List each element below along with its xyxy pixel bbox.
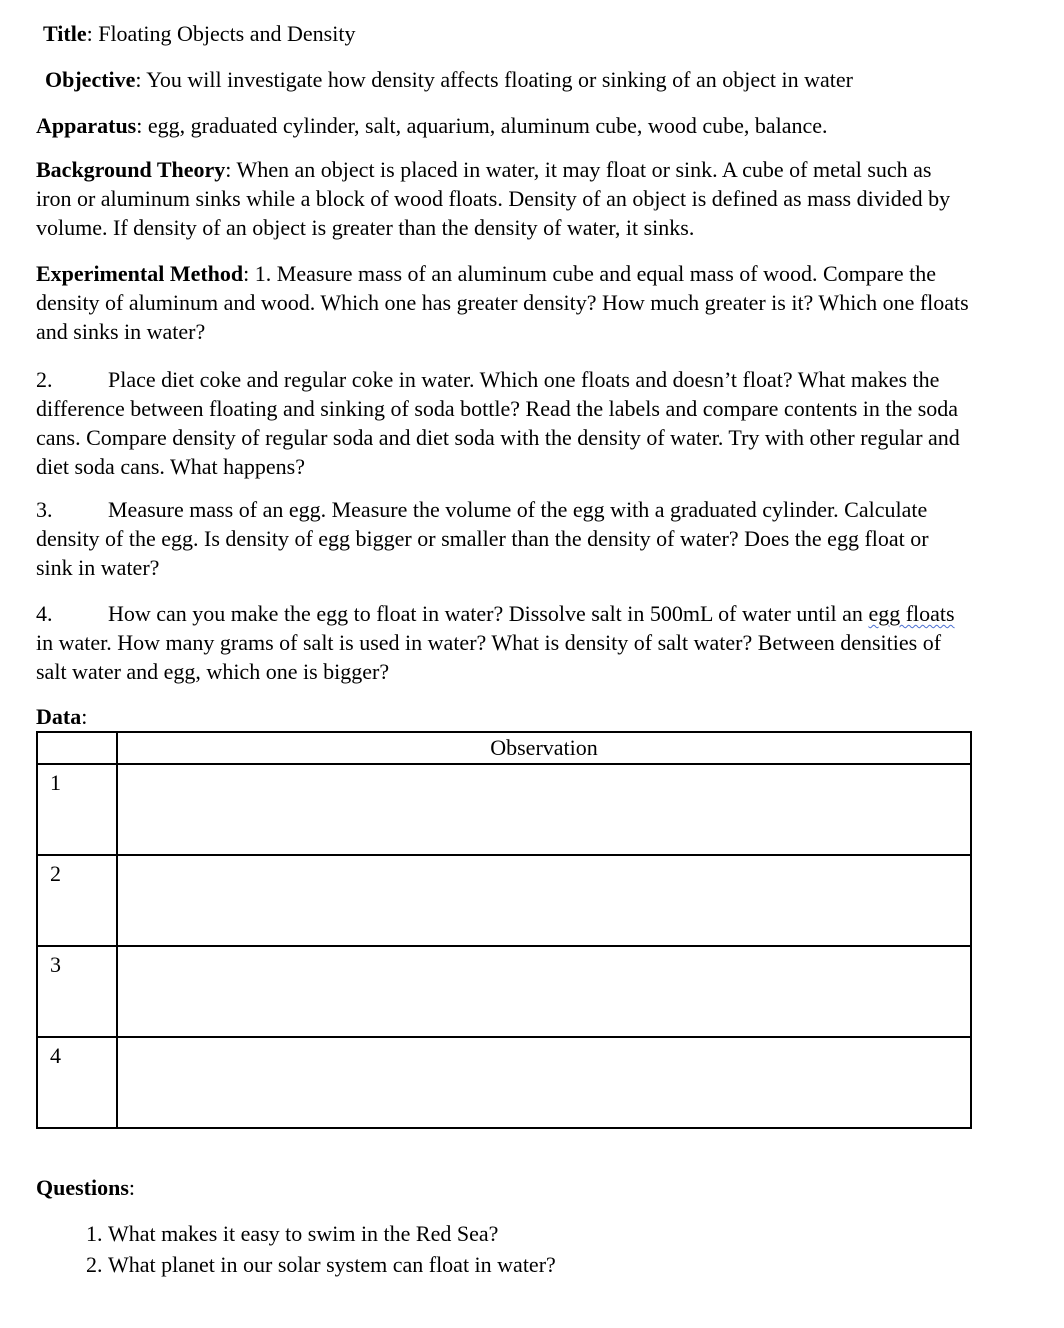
header-empty-cell [37,732,117,764]
data-label: Data [36,704,82,729]
table-row [37,764,971,855]
apparatus-label: Apparatus [36,113,137,138]
objective-label: Objective [45,67,136,92]
method-label: Experimental Method [36,261,244,286]
data-heading [36,702,976,731]
row-number: 3 [37,946,117,1037]
step-number: 2. [36,367,53,392]
row-number: 1 [37,764,117,855]
method-step-3 [36,495,966,582]
table-row [37,946,971,1037]
objective-line [45,65,985,94]
apparatus-line [36,111,976,140]
background-paragraph [36,155,961,242]
table-row [37,855,971,946]
method-step-2 [36,365,961,481]
questions-list [36,1218,556,1280]
step-number: 3. [36,497,53,522]
observation-header: Observation [117,732,971,764]
observation-cell[interactable] [117,855,971,946]
question-item: 1. What makes it easy to swim in the Red Sea? [108,1218,556,1249]
step-text: Measure mass of an egg. Measure the volume of the egg with a graduated cylinder. Calculate density of the egg. Is density of egg bigger or smaller than the density of water? Does the egg float or sink in water? [36,497,929,580]
step-text: Place diet coke and regular coke in water. Which one floats and doesn’t float? What makes the difference between floating and sinking of soda bottle? Read the labels and compare contents in the soda cans. Compare density of regular soda and diet soda with the density of water. Try with other regular and diet soda cans. What happens? [36,367,960,479]
step-text-a: How can you make the egg to float in water? Dissolve salt in 500mL of water until an [108,601,869,626]
row-number: 4 [37,1037,117,1128]
observation-cell[interactable] [117,764,971,855]
table-header-row [37,732,971,764]
observation-cell[interactable] [117,946,971,1037]
background-label: Background Theory [36,157,226,182]
questions-heading [36,1173,976,1202]
step-text-c: in water. How many grams of salt is used in water? What is density of salt water? Between densities of salt water and egg, which one is bigger? [36,630,942,684]
title-label: Title [43,21,87,46]
method-text: : 1. Measure mass of an aluminum cube and equal mass of wood. Compare the density of aluminum and wood. Which one has greater density? How much greater is it? Which one floats and sinks in water? [36,261,969,344]
question-item: 2. What planet in our solar system can float in water? [108,1249,556,1280]
objective-text: : You will investigate how density affects floating or sinking of an object in water [135,67,853,92]
apparatus-text: : egg, graduated cylinder, salt, aquarium, aluminum cube, wood cube, balance. [136,113,828,138]
observation-cell[interactable] [117,1037,971,1128]
step-number: 4. [36,601,53,626]
spellcheck-underlined-text: egg floats [868,601,955,626]
data-colon: : [81,704,88,729]
method-paragraph [36,259,971,346]
title-line [43,19,983,48]
row-number: 2 [37,855,117,946]
method-step-4 [36,599,956,686]
title-text: : Floating Objects and Density [86,21,356,46]
observation-table [36,731,972,1129]
table-row [37,1037,971,1128]
questions-colon: : [128,1175,136,1200]
questions-label: Questions [36,1175,129,1200]
background-text: : When an object is placed in water, it may float or sink. A cube of metal such as iron or aluminum sinks while a block of wood floats. Density of an object is defined as mass divided by volume. If density of an object is greater than the density of water, it sinks. [36,157,951,240]
